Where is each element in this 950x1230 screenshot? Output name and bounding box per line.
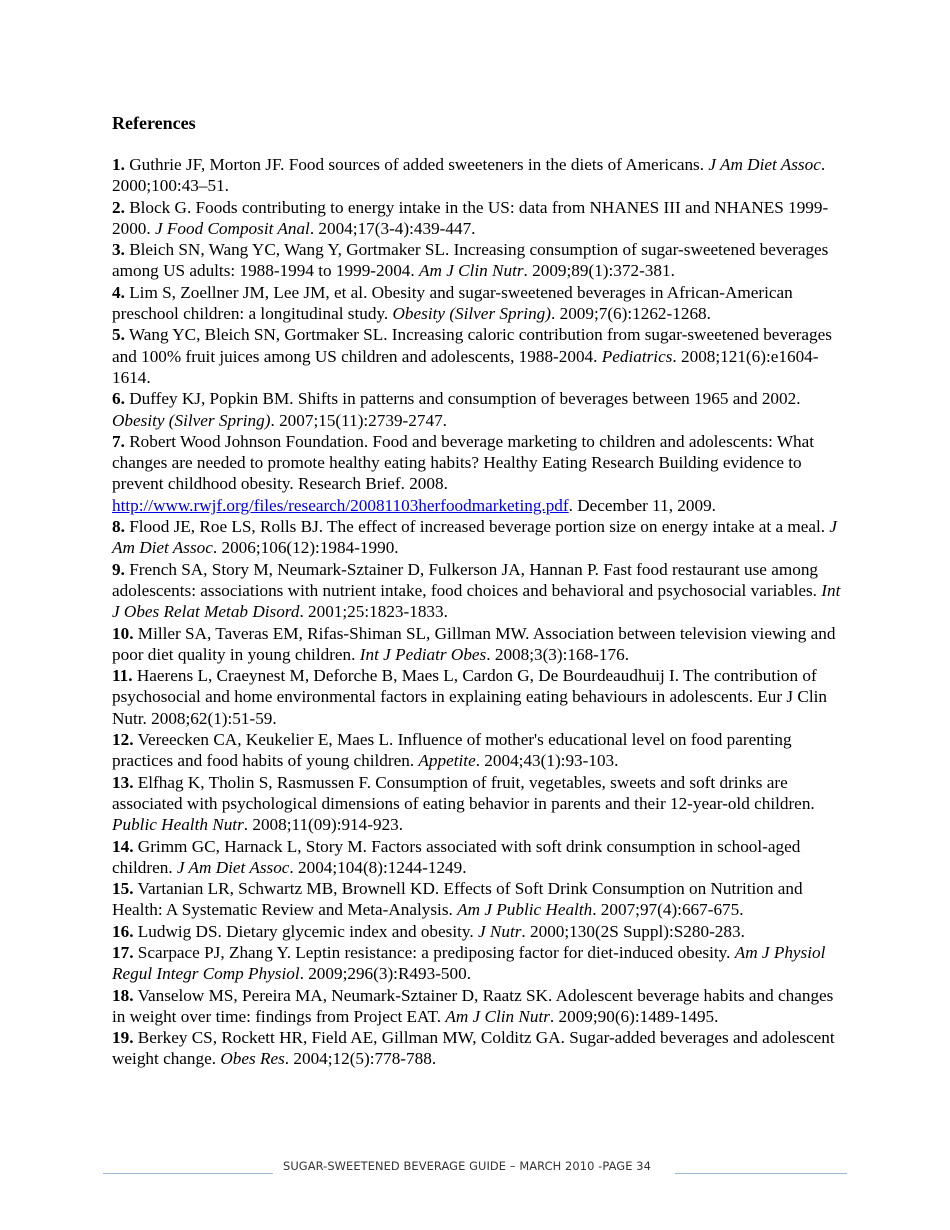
reference-text: Block G. Foods contributing to energy intake in the US: data from NHANES III and NHANES 1999-2000. (112, 197, 829, 238)
reference-text: Flood JE, Roe LS, Rolls BJ. The effect of increased beverage portion size on energy intake at a meal. (124, 517, 830, 537)
reference-details: . 2004;43(1):93-103. (475, 751, 619, 771)
reference-item-19 (112, 1027, 842, 1070)
reference-number: 15. (112, 879, 134, 899)
reference-details: . 2001;25:1823-1833. (299, 602, 448, 622)
reference-item-1 (112, 154, 842, 197)
reference-text: Guthrie JF, Morton JF. Food sources of added sweeteners in the diets of Americans. (124, 155, 709, 174)
reference-item-3 (112, 239, 842, 282)
reference-number: 17. (112, 942, 134, 962)
reference-number: 1. (112, 155, 125, 174)
reference-text: Wang YC, Bleich SN, Gortmaker SL. Increasing caloric contribution from sugar-sweetened beverages and 100% fruit juices among US children and adolescents, 1988-2004. (112, 325, 832, 366)
reference-journal: J Am Diet Assoc (176, 857, 290, 877)
reference-item-10 (112, 623, 842, 666)
reference-number: 9. (112, 559, 125, 579)
reference-text: Vereecken CA, Keukelier E, Maes L. Influence of mother's educational level on food parenting practices and food habits of young children. (112, 730, 792, 771)
reference-journal: Am J Public Health (457, 900, 593, 920)
reference-journal: Am J Clin Nutr (445, 1006, 550, 1026)
reference-text: Miller SA, Taveras EM, Rifas-Shiman SL, Gillman MW. Association between television viewing and poor diet quality in young children. (112, 623, 836, 664)
reference-details: . 2007;97(4):667-675. (592, 900, 744, 920)
reference-journal: Obesity (Silver Spring) (112, 410, 271, 430)
reference-details: . 2006;106(12):1984-1990. (212, 538, 399, 558)
reference-item-11 (112, 665, 842, 729)
reference-journal: J Nutr (477, 921, 522, 941)
reference-number: 13. (112, 772, 134, 792)
reference-item-18 (112, 985, 842, 1028)
reference-item-7 (112, 431, 842, 516)
reference-item-9 (112, 559, 842, 623)
footer-rule-right (675, 1173, 847, 1174)
references-page (112, 112, 842, 1070)
reference-journal: Obes Res (220, 1049, 285, 1069)
reference-details: . 2009;7(6):1262-1268. (551, 304, 711, 324)
reference-text: Vartanian LR, Schwartz MB, Brownell KD. Effects of Soft Drink Consumption on Nutrition and Health: A Systematic Review and Meta-Analysis. (112, 879, 803, 920)
reference-details: . December 11, 2009. (568, 495, 716, 515)
reference-journal: Public Health Nutr (112, 815, 244, 835)
reference-text: Ludwig DS. Dietary glycemic index and obesity. (133, 921, 478, 941)
reference-journal: Int J Pediatr Obes (359, 644, 487, 664)
reference-details: . 2008;121(6):e1604-1614. (112, 346, 819, 387)
reference-journal: Am J Clin Nutr (418, 261, 524, 281)
reference-item-15 (112, 878, 842, 921)
reference-text: Haerens L, Craeynest M, Deforche B, Maes L, Cardon G, De Bourdeaudhuij I. The contribution of psychosocial and home environmental factors in explaining eating behaviours in adolescents. Eur J Clin Nutr. 2008;62(1):51-59. (112, 666, 828, 728)
reference-number: 2. (112, 197, 125, 217)
reference-number: 16. (112, 921, 134, 941)
reference-number: 3. (112, 240, 125, 260)
reference-text: Bleich SN, Wang YC, Wang Y, Gortmaker SL. Increasing consumption of sugar-sweetened beverages among US adults: 1988-1994 to 1999-2004. (112, 240, 829, 281)
reference-number: 5. (112, 325, 125, 345)
reference-journal: J Am Diet Assoc (708, 155, 821, 174)
reference-journal: Obesity (Silver Spring) (392, 304, 551, 324)
reference-details: . 2000;100:43–51. (112, 155, 826, 196)
reference-details: . 2009;90(6):1489-1495. (549, 1006, 719, 1026)
reference-details: . 2000;130(2S Suppl):S280-283. (521, 921, 745, 941)
reference-item-14 (112, 836, 842, 879)
reference-details: . 2009;89(1):372-381. (523, 261, 675, 281)
reference-details: . 2008;3(3):168-176. (486, 644, 629, 664)
reference-journal: Am J Physiol Regul Integr Comp Physiol (112, 942, 826, 984)
footer-text: SUGAR-SWEETENED BEVERAGE GUIDE – MARCH 2010 -PAGE 34 (283, 1159, 651, 1173)
reference-number: 12. (112, 730, 134, 750)
reference-item-8 (112, 516, 842, 559)
reference-details: . 2009;296(3):R493-500. (299, 964, 471, 984)
reference-item-12 (112, 729, 842, 772)
reference-number: 18. (112, 985, 134, 1005)
reference-number: 14. (112, 836, 134, 856)
reference-text: Robert Wood Johnson Foundation. Food and beverage marketing to children and adolescents: What changes are needed to promote healthy eating habits? Healthy Eating Research Building evidence to prevent childhood obesity. Research Brief. 2008. (112, 431, 815, 494)
reference-details: . 2004;12(5):778-788. (284, 1049, 437, 1069)
reference-text: Berkey CS, Rockett HR, Field AE, Gillman MW, Colditz GA. Sugar-added beverages and adolescent weight change. (112, 1028, 835, 1069)
reference-text: Elfhag K, Tholin S, Rasmussen F. Consumption of fruit, vegetables, sweets and soft drinks are associated with psychological dimensions of eating behavior in parents and their 12-year-old children. (112, 772, 815, 813)
reference-number: 10. (112, 623, 134, 643)
reference-item-13 (112, 772, 842, 836)
footer-rule-left (103, 1173, 273, 1174)
reference-item-5 (112, 324, 842, 388)
reference-item-16 (112, 921, 842, 942)
reference-item-4 (112, 282, 842, 325)
reference-item-17 (112, 942, 842, 985)
reference-text: Lim S, Zoellner JM, Lee JM, et al. Obesity and sugar-sweetened beverages in African-American preschool children: a longitudinal study. (112, 282, 793, 324)
reference-link[interactable]: http://www.rwjf.org/files/research/20081103herfoodmarketing.pdf (112, 495, 569, 515)
reference-number: 4. (112, 282, 125, 302)
page-title: References (112, 113, 196, 133)
reference-journal: J Am Diet Assoc (112, 517, 838, 558)
reference-item-2 (112, 197, 842, 240)
page-footer (0, 1156, 950, 1196)
reference-number: 8. (112, 517, 125, 537)
reference-number: 7. (112, 431, 125, 451)
reference-journal: Int J Obes Relat Metab Disord (112, 580, 841, 622)
reference-number: 19. (112, 1028, 134, 1048)
reference-text: Duffey KJ, Popkin BM. Shifts in patterns and consumption of beverages between 1965 and 2002. (124, 389, 801, 409)
reference-text: Grimm GC, Harnack L, Story M. Factors associated with soft drink consumption in school-aged children. (112, 836, 801, 877)
reference-text: French SA, Story M, Neumark-Sztainer D, Fulkerson JA, Hannan P. Fast food restaurant use among adolescents: associations with nutrient intake, food choices and behavioral and psychosocial variables. (112, 559, 822, 600)
reference-journal: J Food Composit Anal (154, 218, 310, 238)
reference-journal: Pediatrics (601, 346, 673, 366)
reference-list (112, 154, 842, 1070)
reference-details: . 2004;17(3-4):439-447. (309, 218, 476, 238)
reference-text: Vanselow MS, Pereira MA, Neumark-Sztainer D, Raatz SK. Adolescent beverage habits and changes in weight over time: findings from Project EAT. (112, 985, 834, 1026)
reference-details: . 2004;104(8):1244-1249. (289, 857, 467, 877)
reference-number: 6. (112, 389, 125, 409)
reference-details: . 2008;11(09):914-923. (243, 815, 404, 835)
reference-text: Scarpace PJ, Zhang Y. Leptin resistance: a prediposing factor for diet-induced obesity. (133, 942, 735, 962)
reference-number: 11. (112, 666, 133, 686)
reference-item-6 (112, 388, 842, 431)
reference-details: . 2007;15(11):2739-2747. (270, 410, 447, 430)
reference-journal: Appetite (418, 751, 476, 771)
